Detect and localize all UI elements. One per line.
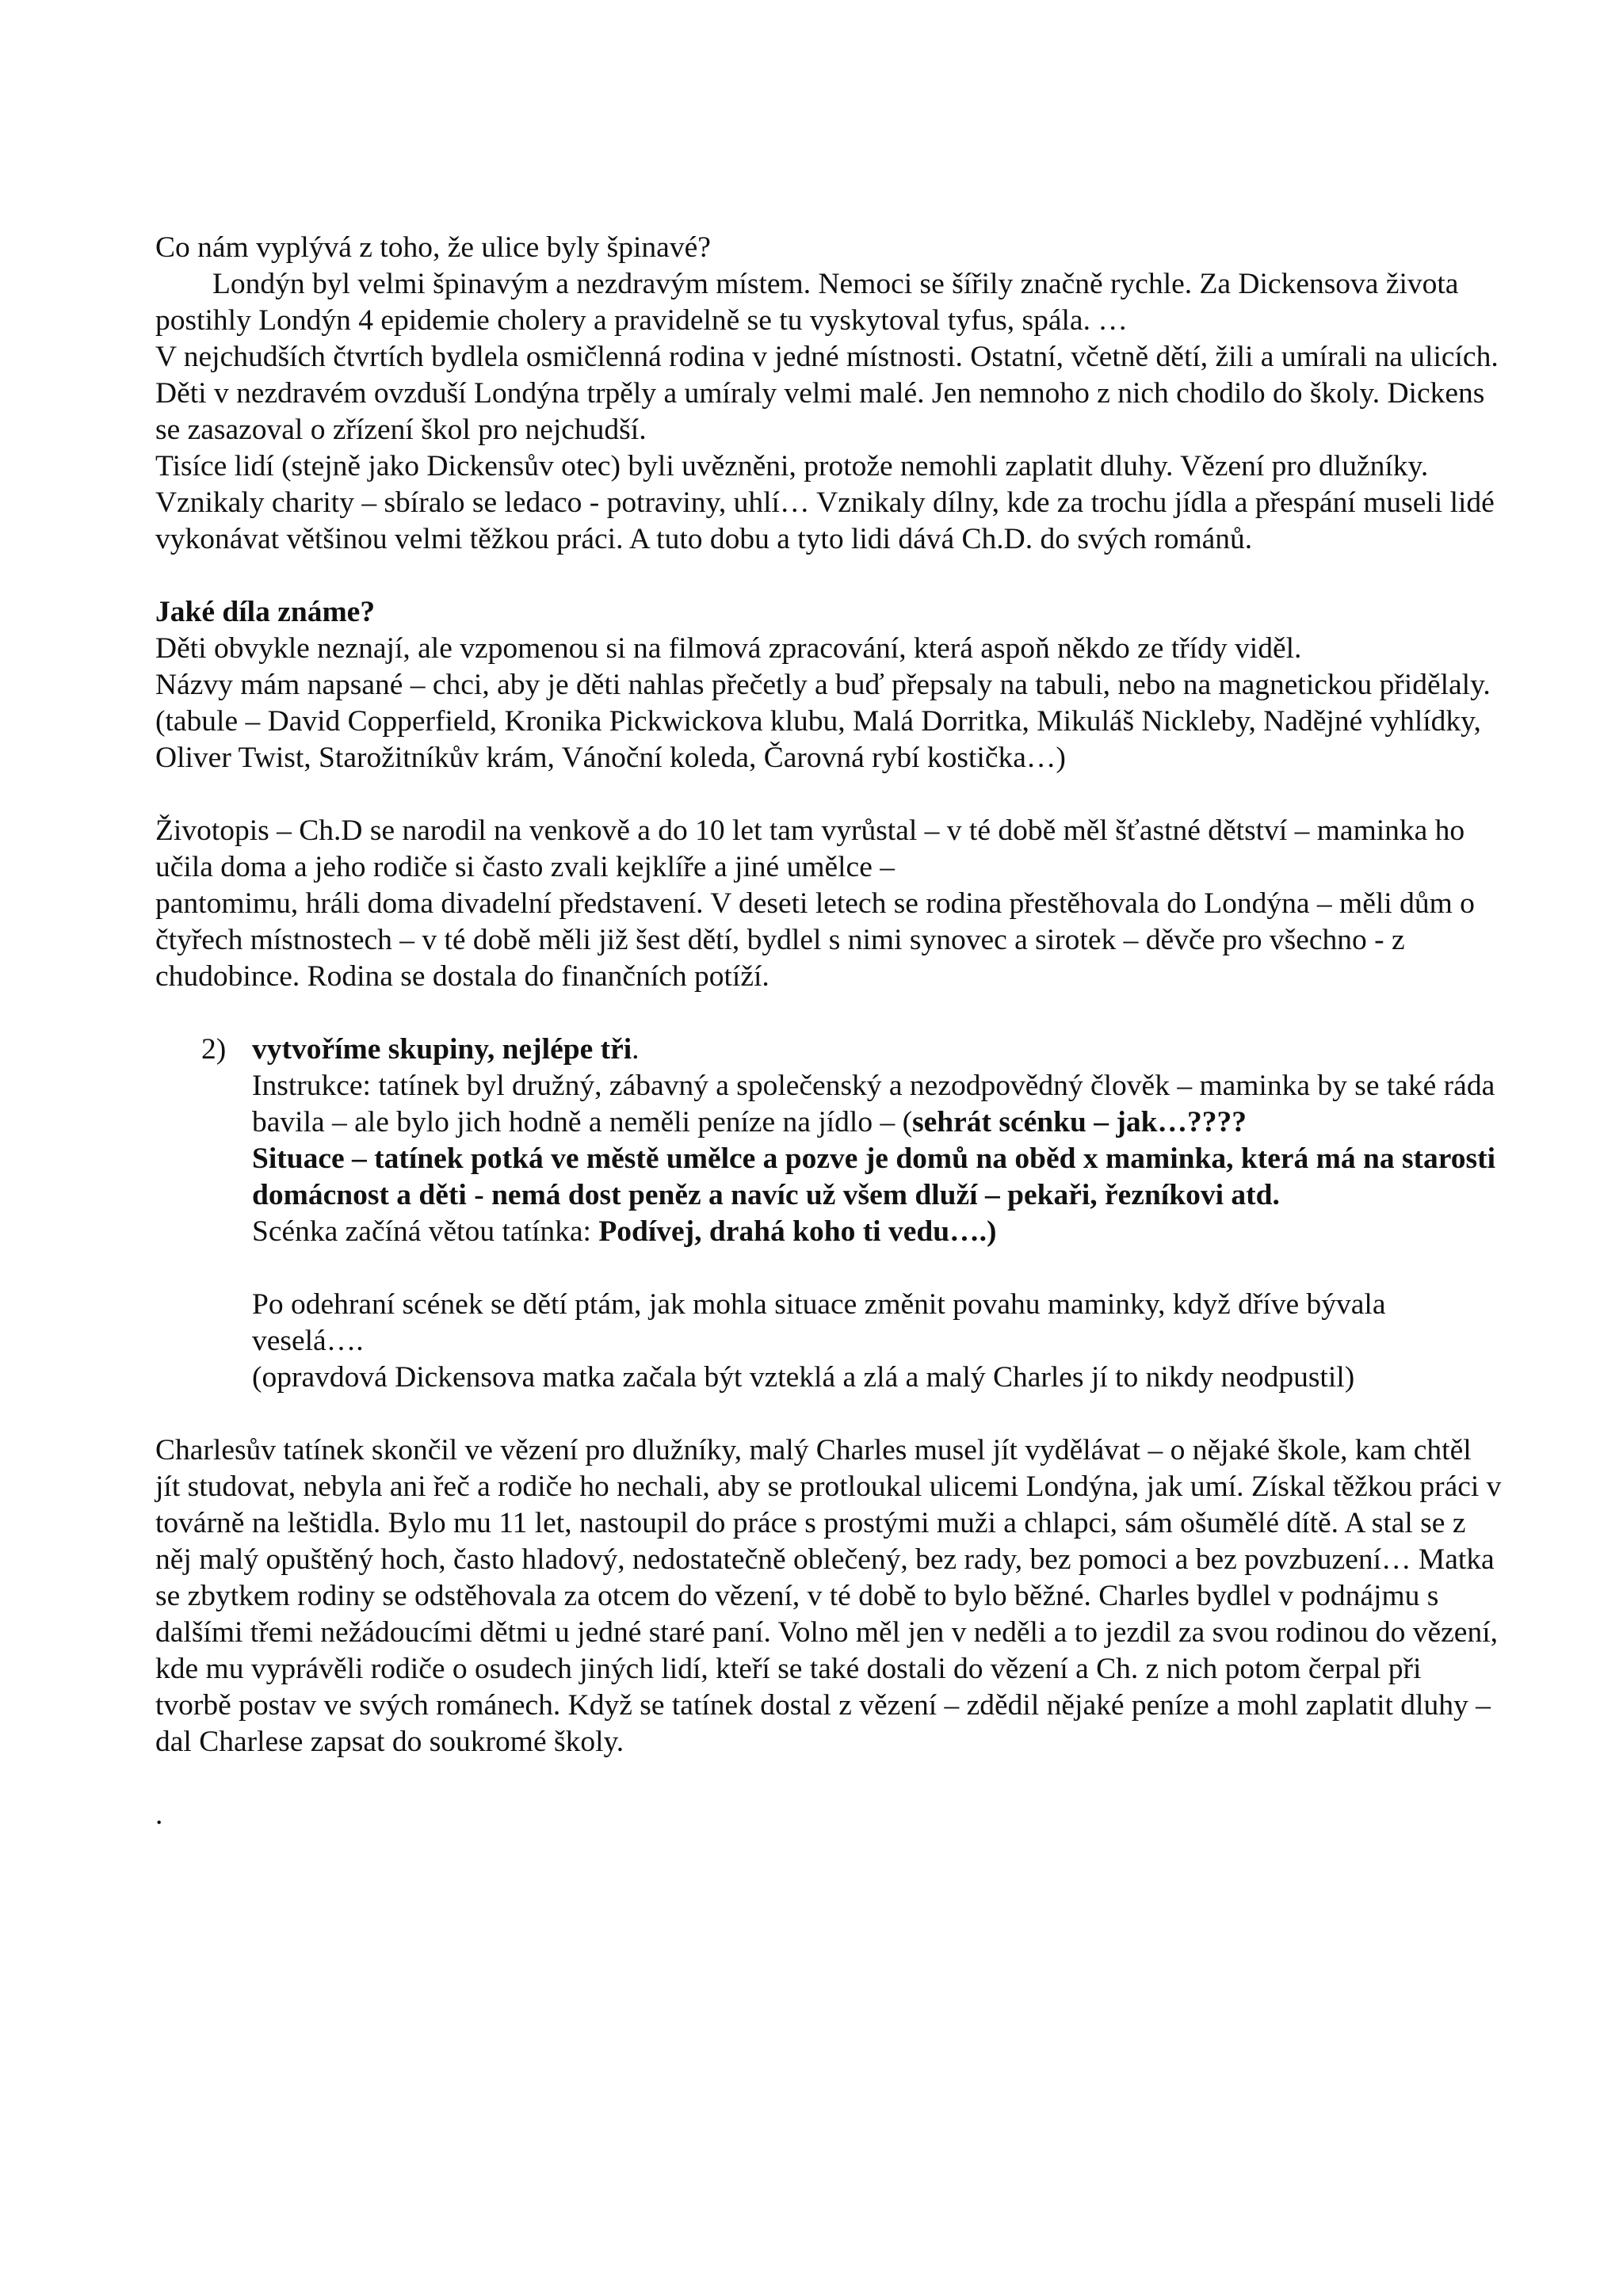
streets-question: Co nám vyplývá z toho, že ulice byly špinavé? [155,231,711,264]
spacer [155,776,1503,813]
activity-after-2: (opravdová Dickensova matka začala být vzteklá a zlá a malý Charles jí to nikdy neodpustil) [252,1361,1355,1394]
activity-after-1: Po odehraní scének se dětí ptám, jak mohla situace změnit povahu maminky, když dříve bývala veselá…. [252,1288,1386,1357]
works-paragraph-2: Názvy mám napsané – chci, aby je děti nahlas přečetly a buď přepsaly na tabuli, nebo na magnetickou přidělaly. [155,669,1491,701]
document-page [155,230,1503,1833]
works-paragraph-1: Děti obvykle neznají, ale vzpomenou si na filmová zpracování, která aspoň někdo ze třídy viděl. [155,632,1302,665]
spacer [155,995,1503,1032]
activity-heading-end: . [632,1033,640,1066]
instructions-bold: sehrát scénku – jak…???? [912,1106,1247,1138]
activity-heading-text: vytvoříme skupiny, nejlépe tři [252,1033,632,1066]
activity-scene [252,1214,1503,1250]
instructions-text: Instrukce: tatínek byl družný, zábavný a společenský a nezodpovědný člověk – maminka by se také ráda bavila – ale bylo jich hodně a neměli peníze na jídlo – ( [252,1070,1495,1138]
scene-intro: Scénka začíná větou tatínka: [252,1215,599,1248]
activity-instructions [252,1068,1503,1141]
spacer [155,558,1503,594]
closing-paragraph: Charlesův tatínek skončil ve vězení pro dlužníky, malý Charles musel jít vydělávat – o nějaké škole, kam chtěl jít studovat, nebyla ani řeč a rodiče ho nechali, aby se protloukal ulicemi Londýna, jak umí. Získal těžkou práci v továrně na leštidla. Bylo mu 11 let, nastoupil do práce s prostými muži a chlapci, sám ošumělé dítě. A stal se z něj malý opuštěný hoch, často hladový, nedostatečně oblečený, bez rady, bez pomoci a bez povzbuzení… Matka se zbytkem rodiny se odstěhovala za otcem do vězení, v té době to bylo běžné. Charles bydlel v podnájmu s dalšími třemi nežádoucími dětmi u jedné staré paní. Volno měl jen v neděli a to jezdil za svou rodinou do vězení, kde mu vyprávěli rodiče o osudech jiných lidí, kteří se také dostali do vězení a Ch. z nich potom čerpal při tvorbě postav ve svých románech. Když se tatínek dostal z vězení – zdědil nějaké peníze a mohl zaplatit dluhy – dal Charlese zapsat do soukromé školy. [155,1434,1502,1758]
activity-list-item [155,1032,1503,1396]
biography-paragraph-2: pantomimu, hráli doma divadelní představení. V deseti letech se rodina přestěhovala do Londýna – měli dům o čtyřech místnostech – v té době měli již šest dětí, bydlel s nimi synovec a sirotek – děvče pro všechno - z chudobince. Rodina se dostala do finančních potíží. [155,887,1475,993]
spacer [252,1250,1503,1287]
spacer [155,1396,1503,1432]
list-number: 2) [201,1033,227,1066]
streets-paragraph-3: Tisíce lidí (stejně jako Dickensův otec) byli uvězněni, protože nemohli zaplatit dluhy. Vězení pro dlužníky. Vznikaly charity – sbíralo se ledaco - potraviny, uhlí… Vznikaly dílny, kde za trochu jídla a přespání museli lidé vykonávat většinou velmi těžkou práci. A tuto dobu a tyto lidi dává Ch.D. do svých románů. [155,450,1495,555]
streets-paragraph-2: V nejchudších čtvrtích bydlela osmičlenná rodina v jedné místnosti. Ostatní, včetně dětí, žili a umírali na ulicích. Děti v nezdravém ovzduší Londýna trpěly a umíraly velmi malé. Jen nemnoho z nich chodilo do školy. Dickens se zasazoval o zřízení škol pro nejchudší. [155,341,1499,446]
activity-situation: Situace – tatínek potká ve městě umělce a pozve je domů na oběd x maminka, která má na starosti domácnost a děti - nemá dost peněz a navíc už všem dluží – pekaři, řezníkovi atd. [252,1142,1495,1211]
trailing-dot: . [155,1798,163,1831]
streets-paragraph-1: Londýn byl velmi špinavým a nezdravým místem. Nemoci se šířily značně rychle. Za Dickensova života postihly Londýn 4 epidemie cholery a pravidelně se tu vyskytoval tyfus, spála. … [155,268,1459,337]
biography-paragraph-1: Životopis – Ch.D se narodil na venkově a do 10 let tam vyrůstal – v té době měl šťastné dětství – maminka ho učila doma a jeho rodiče si často zvali kejklíře a jiné umělce – [155,814,1465,883]
scene-quote: Podívej, drahá koho ti vedu….) [598,1215,997,1248]
works-list: (tabule – David Copperfield, Kronika Pickwickova klubu, Malá Dorritka, Mikuláš Nickleby, Nadějné vyhlídky, Oliver Twist, Starožitníkův krám, Vánoční koleda, Čarovná rybí kostička…) [155,705,1481,774]
works-heading: Jaké díla známe? [155,596,376,628]
activity-heading [252,1032,1503,1068]
